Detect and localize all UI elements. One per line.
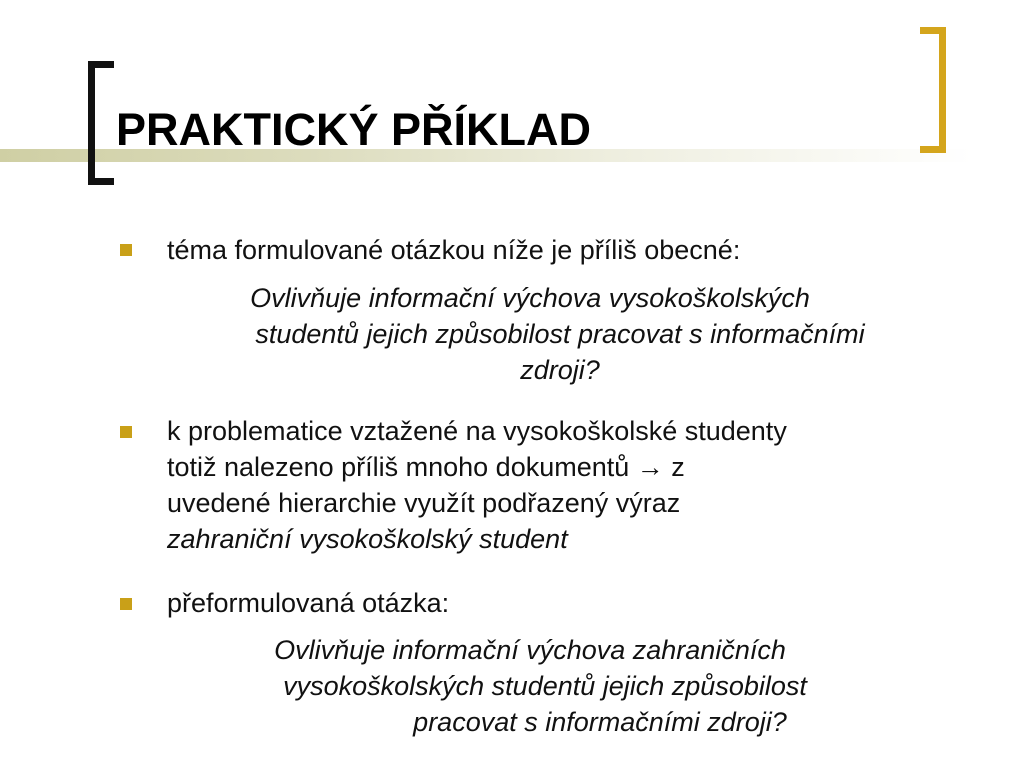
question-reformulated-line3: pracovat s informačními zdroji? (413, 707, 787, 737)
bullet-marker-3 (120, 598, 132, 610)
slide-title: PRAKTICKÝ PŘÍKLAD (116, 104, 592, 155)
question-original-line3: zdroji? (520, 355, 600, 385)
right-bracket-decoration (920, 27, 946, 153)
bullet-text-2-line3: uvedené hierarchie využít podřazený výraz (167, 488, 681, 518)
bullet-marker-1 (120, 244, 132, 256)
bullet-marker-2 (120, 426, 132, 438)
left-bracket-decoration (88, 61, 114, 185)
question-original-line1: Ovlivňuje informační výchova vysokoškolských (250, 283, 810, 313)
bullet-text-1: téma formulované otázkou níže je příliš obecné: (167, 235, 741, 265)
bullet-text-2-line1: k problematice vztažené na vysokoškolské studenty (167, 416, 787, 446)
question-reformulated-line2: vysokoškolských studentů jejich způsobilost (283, 671, 807, 701)
bullet-text-3: přeformulovaná otázka: (167, 588, 450, 618)
question-reformulated-line1: Ovlivňuje informační výchova zahraničních (274, 635, 786, 665)
bullet-text-2-line2: totiž nalezeno příliš mnoho dokumentů → z (167, 452, 685, 482)
bullet-text-2-italic: zahraniční vysokoškolský student (167, 524, 568, 554)
question-reformulated (166, 632, 954, 740)
bullet-text-2 (167, 413, 967, 557)
question-original (166, 280, 954, 388)
question-original-line2: studentů jejich způsobilost pracovat s informačními (255, 319, 865, 349)
